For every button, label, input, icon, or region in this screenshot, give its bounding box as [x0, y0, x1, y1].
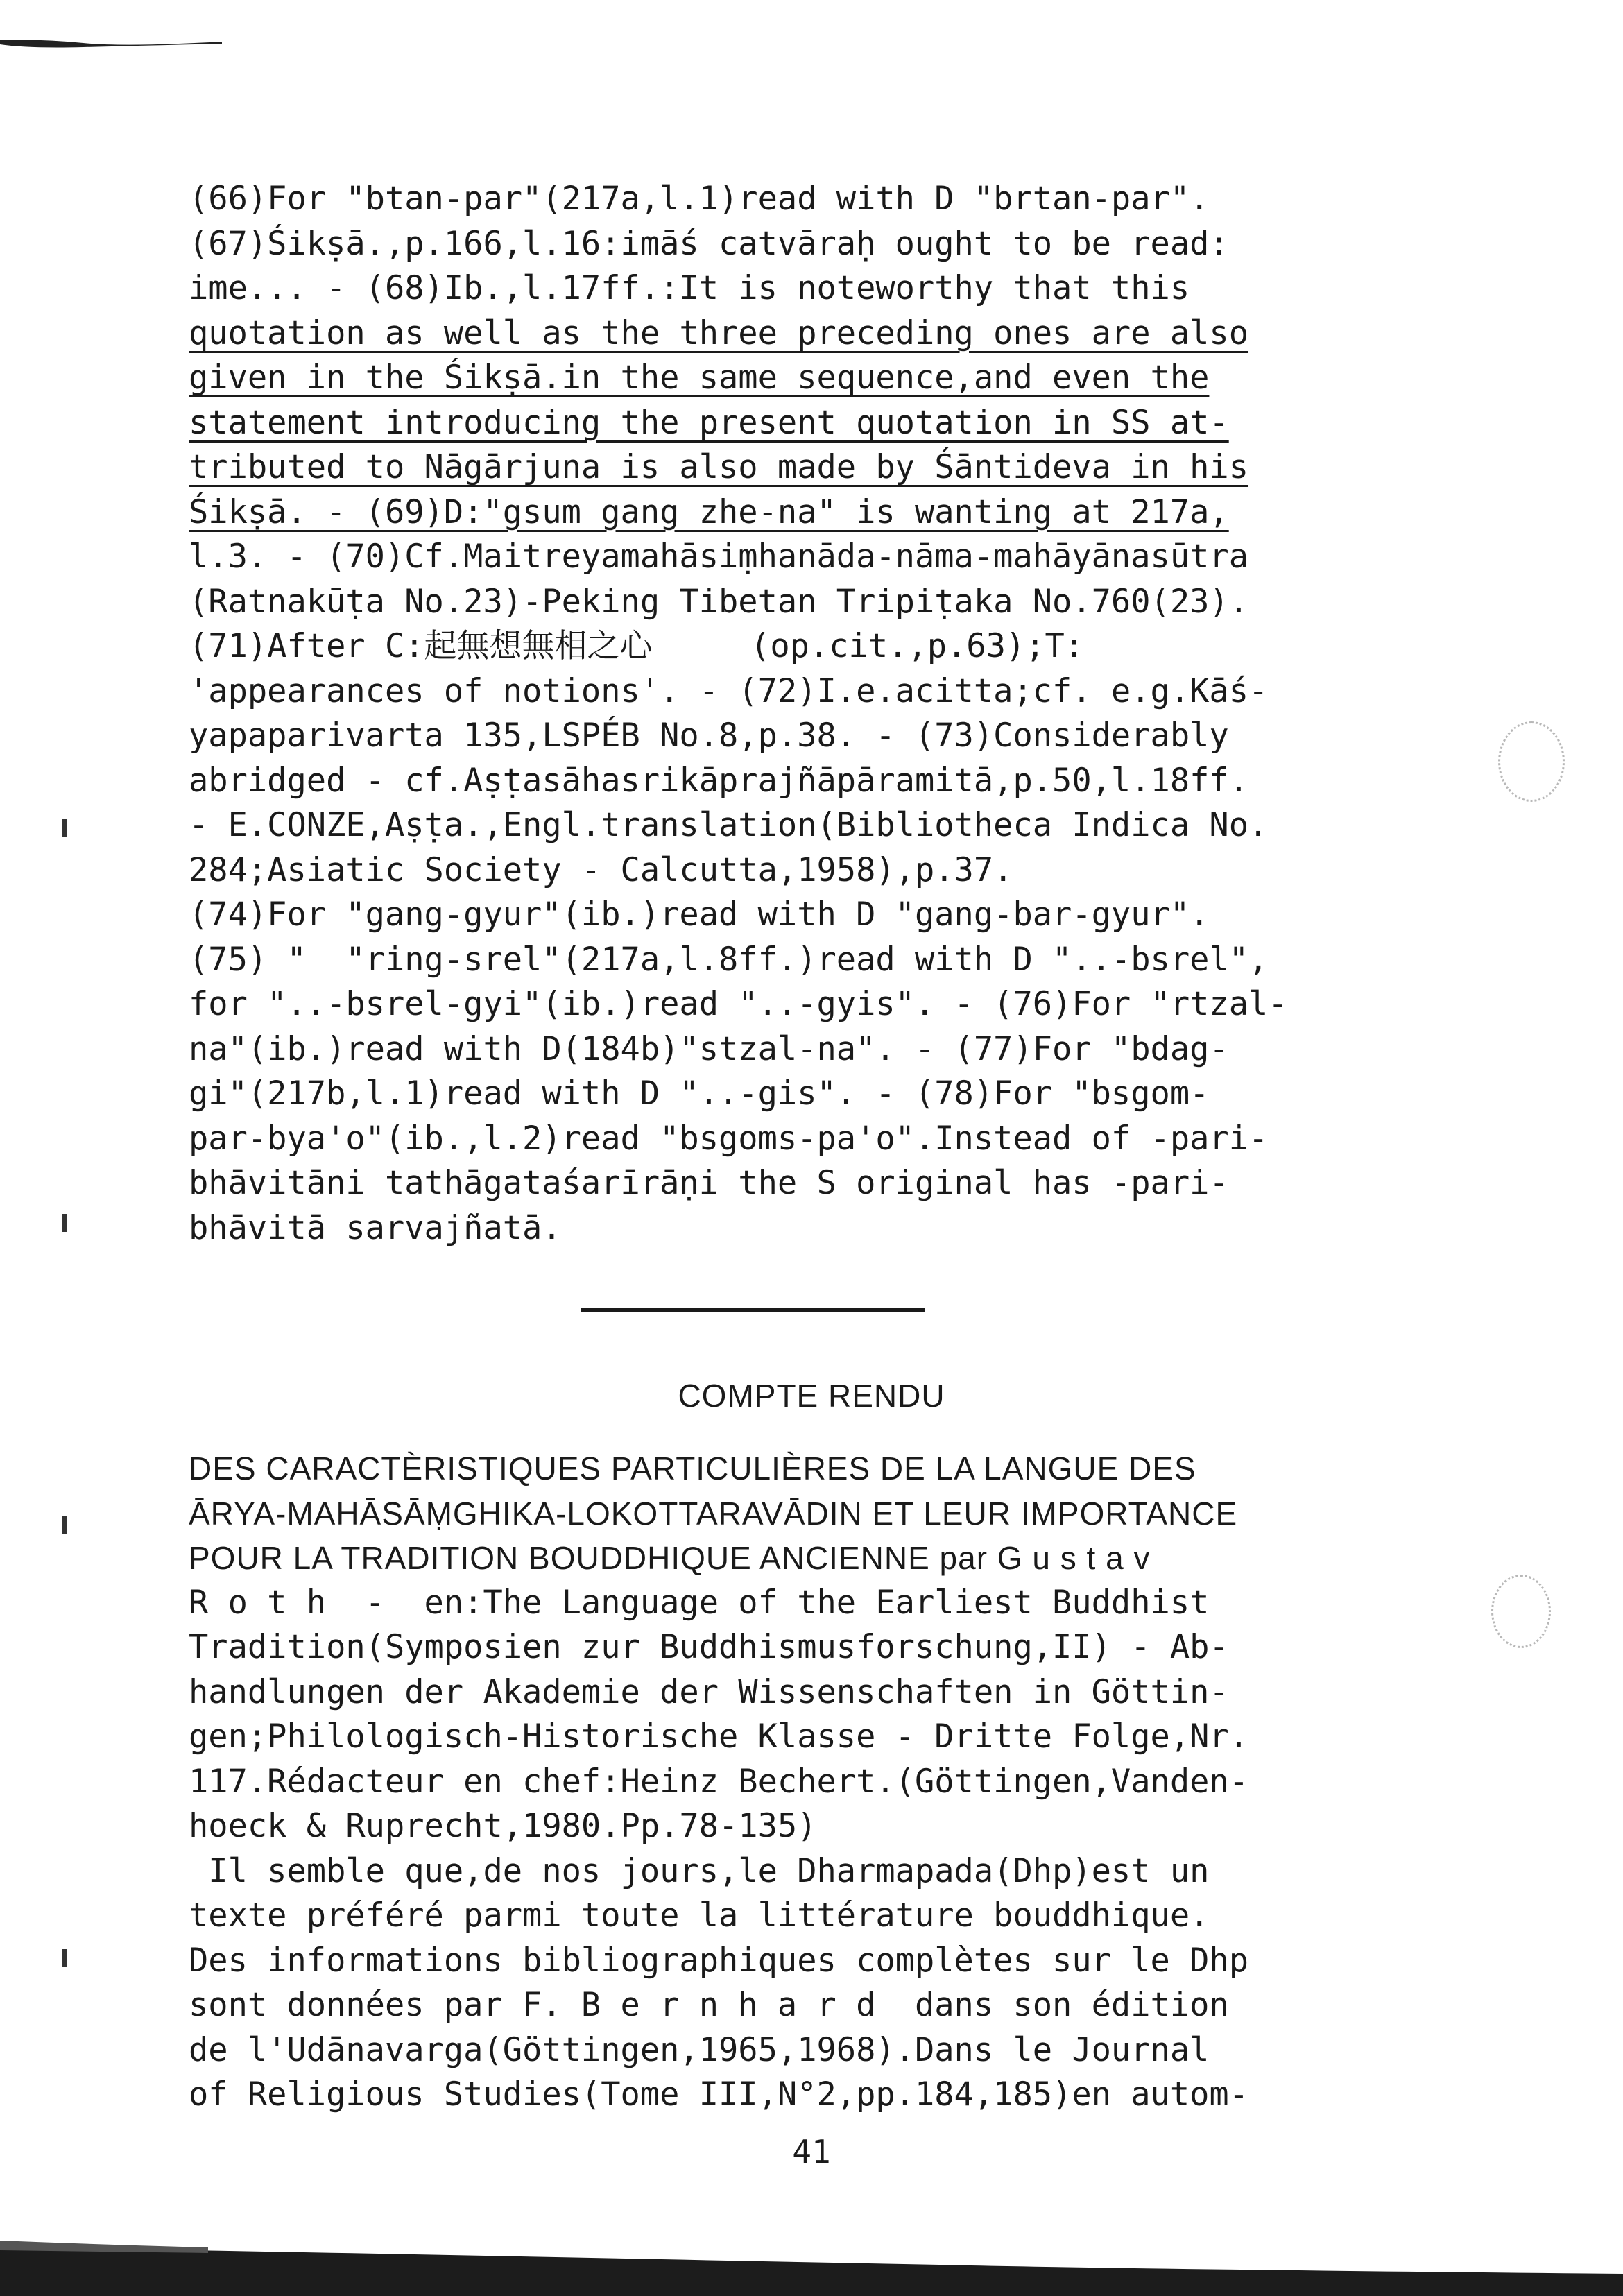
note-line: - E.CONZE,Aṣṭa.,Engl.translation(Bibliotheca Indica No. — [189, 806, 1269, 844]
note-line: l.3. - (70)Cf.Maitreyamahāsiṃhanāda-nāma-mahāyānasūtra — [189, 538, 1249, 576]
note-line: tributed to Nāgārjuna is also made by Śāntideva in his — [189, 448, 1249, 486]
review-line: R o t h - en:The Language of the Earliest Buddhist — [189, 1583, 1210, 1622]
note-line: given in the Śikṣā.in the same sequence,and even the — [189, 359, 1210, 397]
note-line: (74)For "gang-gyur"(ib.)read with D "gang-bar-gyur". — [189, 896, 1210, 934]
note-line: (66)For "btan-par"(217a,l.1)read with D "brtan-par". — [189, 180, 1210, 218]
note-line: (Ratnakūṭa No.23)-Peking Tibetan Tripiṭaka No.760(23). — [189, 582, 1249, 621]
note-line: 284;Asiatic Society - Calcutta,1958),p.37. — [189, 850, 1013, 889]
margin-mark — [62, 1214, 67, 1232]
note-line: 'appearances of notions'. - (72)I.e.acitta;cf. e.g.Kāś- — [189, 671, 1269, 710]
note-line: statement introducing the present quotation in SS at- — [189, 403, 1229, 442]
page-number: 41 — [792, 2133, 831, 2170]
review-line: texte préféré parmi toute la littérature bouddhique. — [189, 1896, 1210, 1935]
note-line: gi"(217b,l.1)read with D "..-gis". - (78)For "bsgom- — [189, 1074, 1210, 1113]
review-line: POUR LA TRADITION BOUDDHIQUE ANCIENNE par G u s t a v — [189, 1540, 1151, 1576]
note-line: par-bya'o"(ib.,l.2)read "bsgoms-pa'o".Instead of -pari- — [189, 1119, 1269, 1158]
scan-edge-top — [0, 35, 222, 50]
review-line: hoeck & Ruprecht,1980.Pp.78-135) — [189, 1807, 817, 1845]
review-line: gen;Philologisch-Historische Klasse - Dritte Folge,Nr. — [189, 1717, 1249, 1756]
note-line: yapaparivarta 135,LSPÉB No.8,p.38. - (73)Considerably — [189, 717, 1229, 755]
review-line: Des informations bibliographiques complètes sur le Dhp — [189, 1941, 1249, 1980]
review-line: Tradition(Symposien zur Buddhismusforschung,II) - Ab- — [189, 1628, 1229, 1666]
review-line: ĀRYA-MAHĀSĀṂGHIKA-LOKOTTARAVĀDIN ET LEUR IMPORTANCE — [189, 1495, 1238, 1532]
note-line: (71)After C:起無想無相之心 (op.cit.,p.63);T: — [189, 627, 1085, 665]
review-line: of Religious Studies(Tome III,N°2,pp.184,185)en autom- — [189, 2075, 1249, 2114]
note-line: quotation as well as the three preceding ones are also — [189, 314, 1249, 352]
review-line: DES CARACTÈRISTIQUES PARTICULIÈRES DE LA LANGUE DES — [189, 1450, 1196, 1487]
margin-mark — [62, 1949, 67, 1967]
note-line: abridged - cf.Aṣṭasāhasrikāprajñāpāramitā,p.50,l.18ff. — [189, 761, 1249, 800]
scan-smudge — [1498, 721, 1565, 802]
review-line: Il semble que,de nos jours,le Dharmapada(Dhp)est un — [189, 1851, 1210, 1890]
review-line: handlungen der Akademie der Wissenschaften in Göttin- — [189, 1672, 1229, 1711]
section-heading: COMPTE RENDU — [678, 1378, 945, 1414]
scan-edge-bottom — [0, 2199, 1623, 2296]
review-line: sont données par F. B e r n h a r d dans son édition — [189, 1986, 1229, 2024]
section-divider — [581, 1308, 925, 1312]
note-line: na"(ib.)read with D(184b)"stzal-na". - (77)For "bdag- — [189, 1029, 1229, 1068]
review-line: 117.Rédacteur en chef:Heinz Bechert.(Göttingen,Vanden- — [189, 1762, 1249, 1801]
note-line: (67)Śikṣā.,p.166,l.16:imāś catvāraḥ ought to be read: — [189, 224, 1229, 263]
review-block — [189, 1446, 1430, 2118]
note-line: for "..-bsrel-gyi"(ib.)read "..-gyis". - (76)For "rtzal- — [189, 985, 1288, 1023]
review-line: de l'Udānavarga(Göttingen,1965,1968).Dans le Journal — [189, 2030, 1210, 2069]
note-line: bhāvitā sarvajñatā. — [189, 1208, 562, 1247]
note-line: (75) " "ring-srel"(217a,l.8ff.)read with D "..-bsrel", — [189, 940, 1269, 979]
footnotes-block — [189, 177, 1423, 1251]
note-line: bhāvitāni tathāgataśarīrāṇi the S original has -pari- — [189, 1164, 1229, 1202]
margin-mark — [62, 819, 67, 837]
scan-smudge — [1491, 1575, 1551, 1648]
margin-mark — [62, 1516, 67, 1534]
note-line: ime... - (68)Ib.,l.17ff.:It is noteworthy that this — [189, 269, 1190, 307]
note-line: Śikṣā. - (69)D:"gsum gang zhe-na" is wanting at 217a, — [189, 492, 1229, 531]
